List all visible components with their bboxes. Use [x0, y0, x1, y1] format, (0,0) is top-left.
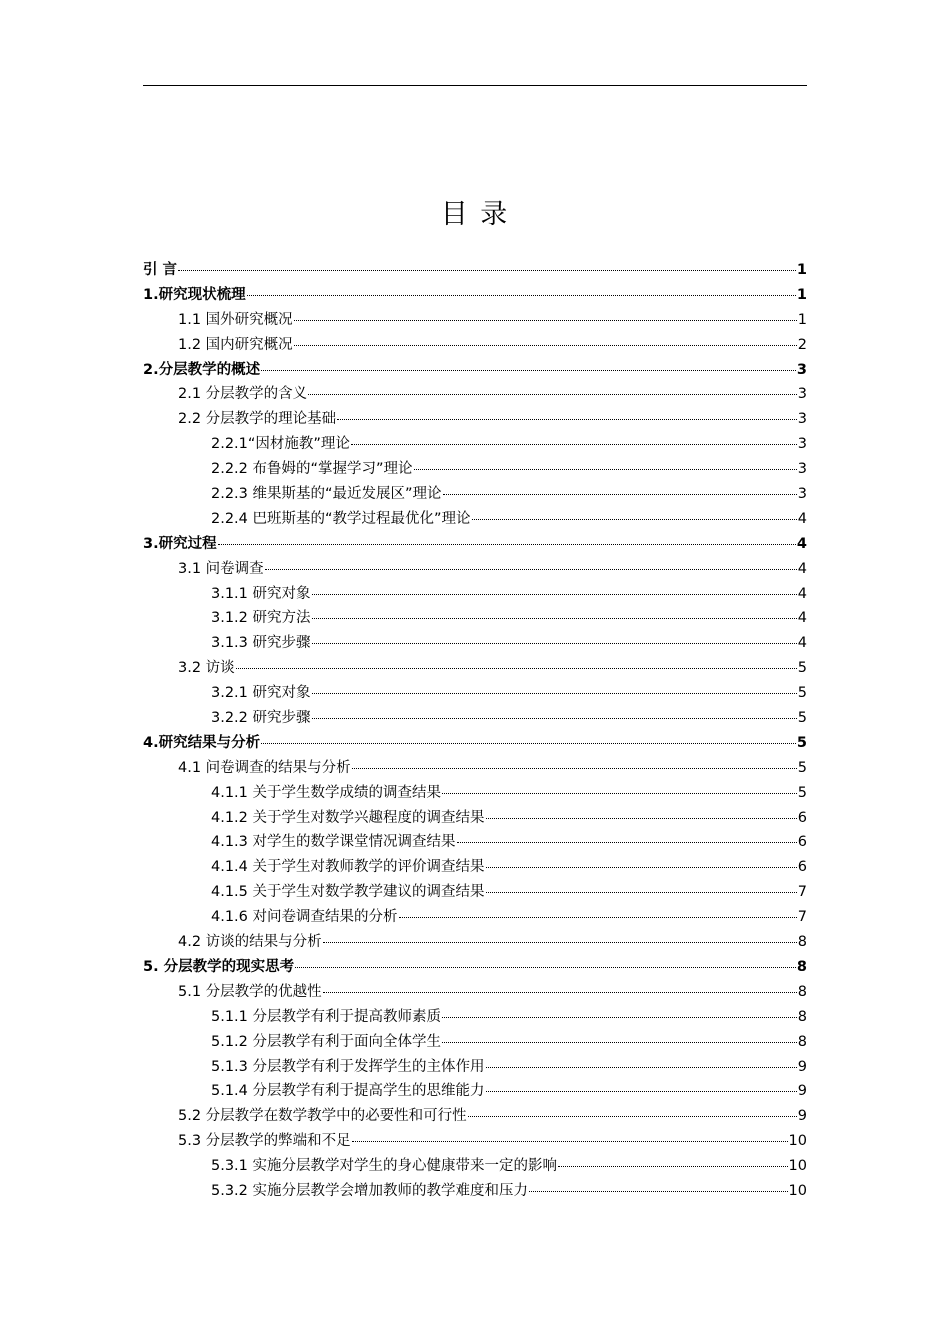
toc-leader-dots [295, 967, 796, 968]
toc-entry-label: 4.1.3 对学生的数学课堂情况调查结果 [211, 834, 456, 851]
toc-entry-page: 5 [797, 759, 807, 776]
toc-entry-label: 5.1.1 分层教学有利于提高教师素质 [211, 1008, 442, 1025]
toc-title: 目 录 [440, 199, 510, 230]
toc-entry[interactable] [143, 656, 807, 681]
toc-entry-page: 5 [797, 660, 807, 677]
toc-entry[interactable] [143, 955, 807, 980]
toc-leader-dots [558, 1166, 788, 1167]
toc-leader-dots [352, 768, 797, 769]
toc-entry[interactable] [143, 482, 807, 507]
toc-leader-dots [312, 718, 797, 719]
toc-entry-label: 4.1.2 关于学生对数学兴趣程度的调查结果 [211, 809, 485, 826]
toc-entry-page: 10 [788, 1158, 807, 1175]
toc-entry-label: 5.3.2 实施分层教学会增加教师的教学难度和压力 [211, 1182, 529, 1199]
toc-entry-page: 8 [797, 934, 807, 951]
toc-leader-dots [414, 469, 797, 470]
toc-entry[interactable] [143, 880, 807, 905]
toc-entry-label: 3.2 访谈 [178, 660, 235, 677]
toc-leader-dots [486, 867, 797, 868]
toc-entry-label: 4.1.4 关于学生对教师教学的评价调查结果 [211, 859, 485, 876]
toc-entry[interactable] [143, 358, 807, 383]
toc-entry-page: 3 [797, 461, 807, 478]
toc-entry-page: 9 [797, 1083, 807, 1100]
toc-leader-dots [294, 345, 797, 346]
toc-entry[interactable] [143, 283, 807, 308]
toc-entry[interactable] [143, 631, 807, 656]
toc-entry[interactable] [143, 781, 807, 806]
toc-entry-label: 4.1.6 对问卷调查结果的分析 [211, 909, 398, 926]
toc-entry-label: 2.1 分层教学的含义 [178, 386, 308, 403]
toc-entry-label: 5. 分层教学的现实思考 [143, 958, 295, 975]
toc-leader-dots [486, 1067, 797, 1068]
toc-entry-label: 2.分层教学的概述 [143, 361, 261, 378]
toc-entry[interactable] [143, 980, 807, 1005]
toc-leader-dots [529, 1191, 788, 1192]
toc-entry-page: 8 [796, 958, 807, 975]
toc-entry-label: 2.2.4 巴班斯基的“教学过程最优化”理论 [211, 510, 471, 527]
toc-entry-page: 4 [797, 635, 807, 652]
toc-entry-page: 6 [797, 809, 807, 826]
toc-entry-page: 5 [797, 710, 807, 727]
toc-entry-label: 2.2.3 维果斯基的“最近发展区”理论 [211, 486, 442, 503]
toc-entry[interactable] [143, 382, 807, 407]
toc-entry-label: 2.2 分层教学的理论基础 [178, 411, 337, 428]
toc-entry-page: 10 [788, 1133, 807, 1150]
table-of-contents [143, 258, 807, 1204]
toc-entry-page: 1 [796, 286, 807, 303]
toc-entry-label: 2.2.1“因材施教”理论 [211, 436, 350, 453]
toc-entry-page: 3 [796, 361, 807, 378]
toc-entry[interactable] [143, 1079, 807, 1104]
toc-leader-dots [323, 942, 797, 943]
toc-entry-page: 1 [796, 262, 807, 278]
toc-entry-page: 8 [797, 1033, 807, 1050]
toc-entry-page: 6 [797, 859, 807, 876]
toc-entry-label: 4.1.1 关于学生数学成绩的调查结果 [211, 784, 442, 801]
toc-entry-label: 3.1.1 研究对象 [211, 585, 311, 602]
toc-entry-page: 3 [797, 436, 807, 453]
toc-leader-dots [312, 618, 797, 619]
toc-entry-label: 5.2 分层教学在数学教学中的必要性和可行性 [178, 1108, 467, 1125]
toc-entry-label: 1.1 国外研究概况 [178, 311, 293, 328]
toc-entry[interactable] [143, 308, 807, 333]
toc-leader-dots [312, 594, 797, 595]
toc-entry-page: 5 [797, 784, 807, 801]
toc-entry-label: 4.1 问卷调查的结果与分析 [178, 759, 351, 776]
toc-entry-label: 4.1.5 关于学生对数学教学建议的调查结果 [211, 884, 485, 901]
toc-entry[interactable] [143, 905, 807, 930]
toc-leader-dots [442, 1042, 797, 1043]
toc-entry[interactable] [143, 830, 807, 855]
toc-leader-dots [218, 544, 796, 545]
toc-entry[interactable] [143, 731, 807, 756]
toc-entry-page: 5 [796, 734, 807, 751]
toc-entry[interactable] [143, 930, 807, 955]
toc-entry-label: 4.2 访谈的结果与分析 [178, 934, 322, 951]
toc-leader-dots [265, 569, 797, 570]
toc-entry-page: 8 [797, 983, 807, 1000]
toc-entry-label: 1.2 国内研究概况 [178, 336, 293, 353]
toc-leader-dots [294, 320, 797, 321]
toc-leader-dots [178, 270, 796, 271]
toc-leader-dots [399, 917, 797, 918]
toc-entry-page: 4 [797, 510, 807, 527]
toc-entry[interactable] [143, 333, 807, 358]
toc-leader-dots [442, 1017, 797, 1018]
toc-entry-label: 1.研究现状梳理 [143, 286, 246, 303]
toc-entry-page: 5 [797, 685, 807, 702]
toc-entry-label: 3.2.1 研究对象 [211, 685, 311, 702]
toc-entry-page: 4 [797, 585, 807, 602]
toc-entry[interactable] [143, 1030, 807, 1055]
toc-entry[interactable] [143, 756, 807, 781]
toc-entry-page: 4 [797, 560, 807, 577]
toc-entry-label: 5.1 分层教学的优越性 [178, 983, 322, 1000]
toc-entry-label: 3.2.2 研究步骤 [211, 710, 311, 727]
toc-entry-label: 3.研究过程 [143, 535, 217, 552]
toc-entry-page: 10 [788, 1182, 807, 1199]
toc-leader-dots [312, 643, 797, 644]
toc-entry-label: 5.3.1 实施分层教学对学生的身心健康带来一定的影响 [211, 1158, 558, 1175]
toc-leader-dots [261, 743, 796, 744]
toc-leader-dots [468, 1116, 797, 1117]
toc-entry[interactable] [143, 582, 807, 607]
toc-entry[interactable] [143, 1005, 807, 1030]
toc-leader-dots [308, 394, 797, 395]
header-rule [143, 85, 807, 86]
toc-entry-label: 3.1.3 研究步骤 [211, 635, 311, 652]
toc-leader-dots [312, 693, 797, 694]
toc-entry[interactable] [143, 1179, 807, 1204]
toc-entry-label: 5.3 分层教学的弊端和不足 [178, 1133, 351, 1150]
toc-leader-dots [352, 1141, 788, 1142]
toc-entry-page: 3 [797, 386, 807, 403]
toc-entry-page: 7 [797, 909, 807, 926]
toc-entry-page: 3 [797, 411, 807, 428]
toc-entry[interactable] [143, 1055, 807, 1080]
toc-entry-page: 9 [797, 1058, 807, 1075]
toc-entry[interactable] [143, 681, 807, 706]
toc-leader-dots [351, 444, 797, 445]
toc-entry-page: 7 [797, 884, 807, 901]
toc-entry-label: 引 言 [143, 262, 178, 278]
toc-entry[interactable] [143, 557, 807, 582]
toc-entry-label: 3.1 问卷调查 [178, 560, 264, 577]
toc-entry[interactable] [143, 432, 807, 457]
toc-entry-page: 8 [797, 1008, 807, 1025]
toc-entry-page: 4 [797, 610, 807, 627]
toc-entry[interactable] [143, 1129, 807, 1154]
toc-entry-label: 2.2.2 布鲁姆的“掌握学习”理论 [211, 461, 413, 478]
toc-leader-dots [443, 494, 797, 495]
toc-leader-dots [442, 793, 797, 794]
toc-leader-dots [323, 992, 797, 993]
toc-entry[interactable] [143, 806, 807, 831]
toc-entry-page: 4 [796, 535, 807, 552]
toc-entry[interactable] [143, 457, 807, 482]
toc-leader-dots [486, 1091, 797, 1092]
toc-entry[interactable] [143, 855, 807, 880]
toc-entry-label: 5.1.4 分层教学有利于提高学生的思维能力 [211, 1083, 485, 1100]
toc-entry-page: 2 [797, 336, 807, 353]
toc-leader-dots [486, 818, 797, 819]
toc-entry[interactable] [143, 258, 807, 283]
toc-leader-dots [247, 295, 796, 296]
toc-entry-page: 3 [797, 486, 807, 503]
toc-leader-dots [261, 370, 796, 371]
toc-entry[interactable] [143, 532, 807, 557]
toc-entry-page: 9 [797, 1108, 807, 1125]
toc-entry-label: 5.1.3 分层教学有利于发挥学生的主体作用 [211, 1058, 485, 1075]
toc-leader-dots [236, 668, 797, 669]
toc-entry[interactable] [143, 1154, 807, 1179]
toc-leader-dots [457, 842, 797, 843]
toc-entry-page: 1 [797, 311, 807, 328]
toc-entry[interactable] [143, 1104, 807, 1129]
toc-entry-label: 3.1.2 研究方法 [211, 610, 311, 627]
toc-leader-dots [486, 892, 797, 893]
toc-entry[interactable] [143, 407, 807, 432]
toc-leader-dots [472, 519, 797, 520]
toc-entry[interactable] [143, 706, 807, 731]
toc-entry-page: 6 [797, 834, 807, 851]
toc-entry[interactable] [143, 606, 807, 631]
toc-entry-label: 5.1.2 分层教学有利于面向全体学生 [211, 1033, 442, 1050]
toc-entry[interactable] [143, 507, 807, 532]
toc-leader-dots [337, 419, 797, 420]
toc-entry-label: 4.研究结果与分析 [143, 734, 261, 751]
